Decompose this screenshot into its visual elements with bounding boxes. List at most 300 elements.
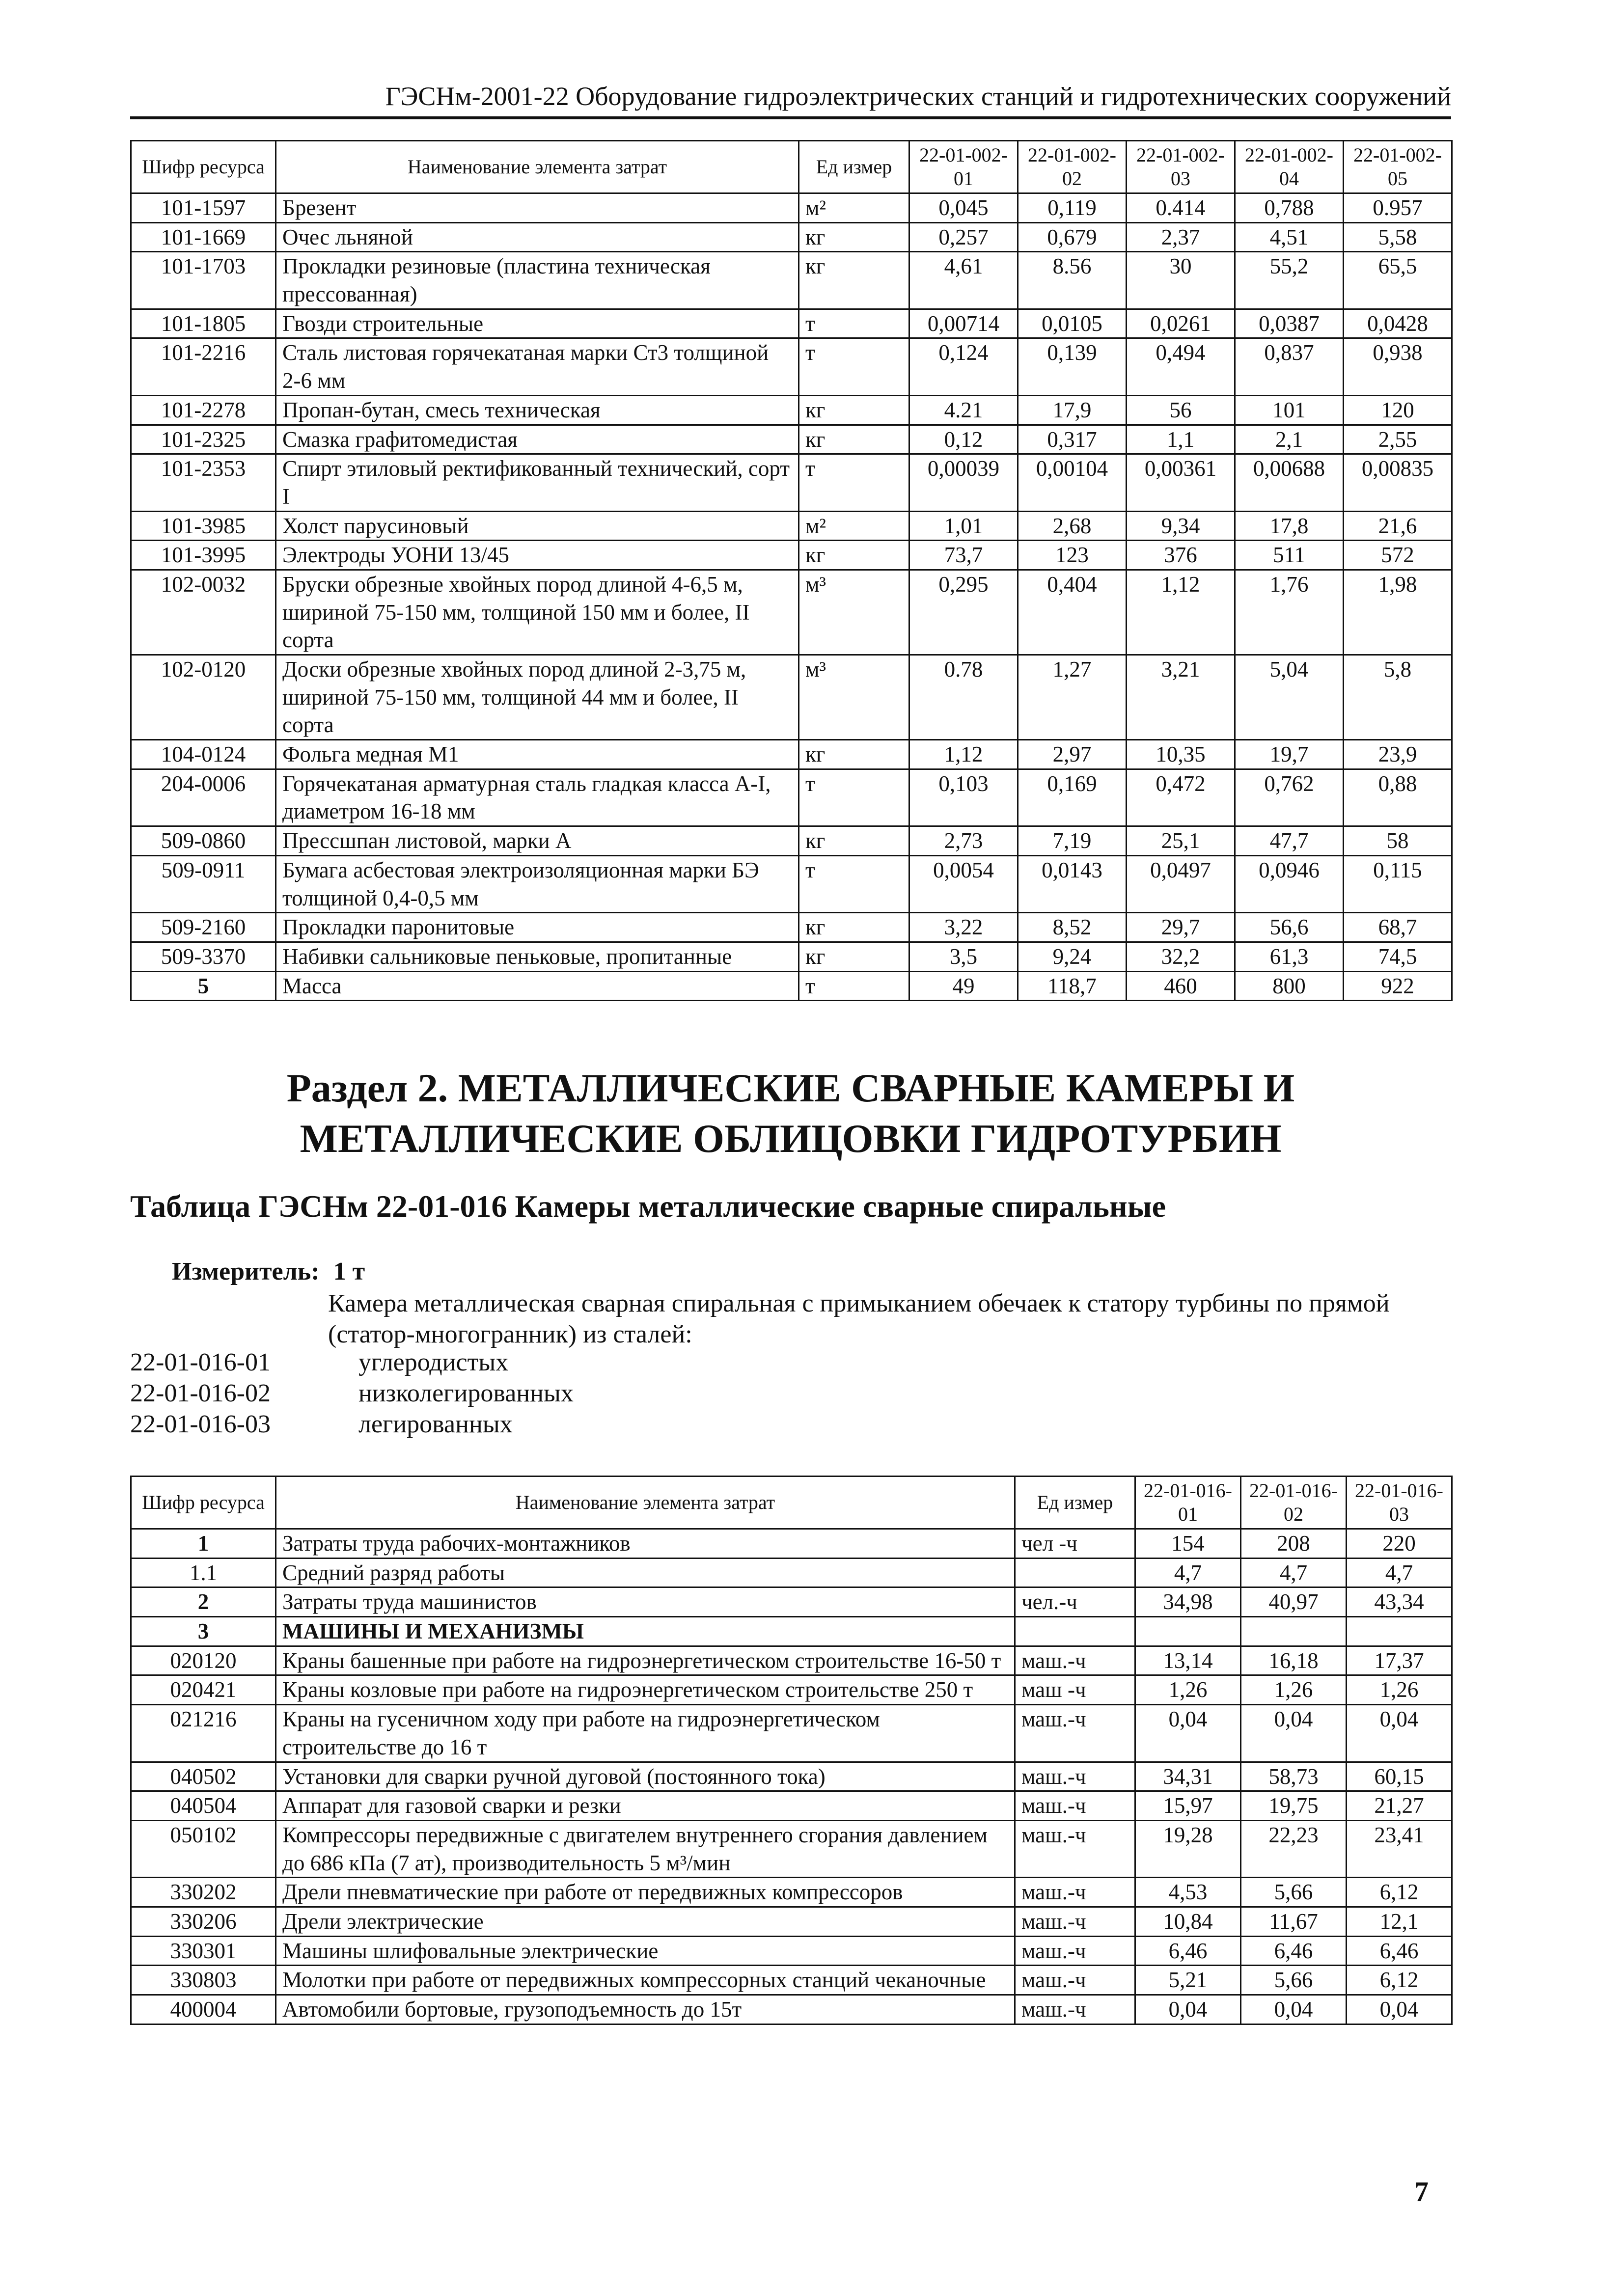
table-row: [131, 193, 1452, 223]
value-cell: 0,00714: [909, 309, 1018, 338]
unit-cell: м³: [799, 655, 909, 740]
table-row: [131, 740, 1452, 769]
unit-cell: маш.-ч: [1015, 1878, 1135, 1907]
value-cell: 34,98: [1135, 1587, 1241, 1617]
value-cell: 4,7: [1347, 1558, 1452, 1587]
value-cell: [1135, 1617, 1241, 1646]
column-header: Наименование элемента затрат: [276, 1477, 1015, 1529]
table-row: [131, 913, 1452, 942]
value-cell: 6,46: [1135, 1936, 1241, 1966]
table-row: [131, 971, 1452, 1001]
unit-cell: маш.-ч: [1015, 1762, 1135, 1791]
table-title: Таблица ГЭСНм 22-01-016 Камеры металлические сварные спиральные: [130, 1189, 1166, 1224]
resource-code-cell: 400004: [131, 1995, 276, 2025]
value-cell: 6,12: [1347, 1966, 1452, 1995]
resource-code-cell: 509-3370: [131, 942, 276, 971]
value-cell: 0,295: [909, 570, 1018, 655]
value-cell: 19,75: [1241, 1791, 1347, 1821]
value-cell: 0,0387: [1235, 309, 1344, 338]
value-cell: 123: [1018, 541, 1127, 570]
value-cell: 120: [1344, 395, 1452, 425]
resource-code-cell: 1.1: [131, 1558, 276, 1587]
resource-name-cell: Горячекатаная арматурная сталь гладкая класса А-I, диаметром 16-18 мм: [276, 769, 799, 826]
value-cell: 0,0261: [1127, 309, 1235, 338]
resource-code-cell: 104-0124: [131, 740, 276, 769]
resource-name-cell: Электроды УОНИ 13/45: [276, 541, 799, 570]
value-cell: 4,51: [1235, 222, 1344, 252]
resource-name-cell: Набивки сальниковые пеньковые, пропитанные: [276, 942, 799, 971]
resource-code-cell: 040502: [131, 1762, 276, 1791]
table-row: [131, 541, 1452, 570]
column-header: Ед измер: [799, 141, 909, 193]
value-cell: 0,0105: [1018, 309, 1127, 338]
value-cell: 0,0054: [909, 855, 1018, 912]
table-row: [131, 1966, 1452, 1995]
value-cell: 4.21: [909, 395, 1018, 425]
resource-code-cell: 102-0120: [131, 655, 276, 740]
value-cell: 19,7: [1235, 740, 1344, 769]
column-header: Наименование элемента затрат: [276, 141, 799, 193]
value-cell: [1347, 1617, 1452, 1646]
table-row: [131, 826, 1452, 856]
resource-code-cell: 509-0860: [131, 826, 276, 856]
value-cell: 0,837: [1235, 338, 1344, 395]
value-cell: 17,37: [1347, 1646, 1452, 1675]
value-cell: 0.957: [1344, 193, 1452, 223]
value-cell: 16,18: [1241, 1646, 1347, 1675]
unit-cell: маш.-ч: [1015, 1936, 1135, 1966]
value-cell: 3,5: [909, 942, 1018, 971]
variant-line: [130, 1379, 574, 1408]
table-row: [131, 425, 1452, 454]
value-cell: 572: [1344, 541, 1452, 570]
unit-cell: чел -ч: [1015, 1529, 1135, 1559]
resource-code-cell: 2: [131, 1587, 276, 1617]
value-cell: 11,67: [1241, 1907, 1347, 1936]
unit-cell: маш.-ч: [1015, 1646, 1135, 1675]
value-cell: 2,73: [909, 826, 1018, 856]
column-header: 22-01-016-03: [1347, 1477, 1452, 1529]
resource-code-cell: 020120: [131, 1646, 276, 1675]
value-cell: 4,61: [909, 252, 1018, 309]
value-cell: 12,1: [1347, 1907, 1452, 1936]
measure-value: 1 т: [333, 1258, 365, 1286]
resource-code-cell: 101-1669: [131, 222, 276, 252]
value-cell: 0,04: [1135, 1995, 1241, 2025]
table-row: [131, 1529, 1452, 1559]
value-cell: 2,1: [1235, 425, 1344, 454]
value-cell: 15,97: [1135, 1791, 1241, 1821]
variant-name: углеродистых: [358, 1348, 509, 1376]
table-row: [131, 942, 1452, 971]
section-title-line: Раздел 2. МЕТАЛЛИЧЕСКИЕ СВАРНЫЕ КАМЕРЫ И: [286, 1066, 1295, 1110]
value-cell: 2,37: [1127, 222, 1235, 252]
unit-cell: кг: [799, 222, 909, 252]
value-cell: 9,24: [1018, 942, 1127, 971]
value-cell: 511: [1235, 541, 1344, 570]
value-cell: 154: [1135, 1529, 1241, 1559]
value-cell: 32,2: [1127, 942, 1235, 971]
value-cell: 2,55: [1344, 425, 1452, 454]
value-cell: [1241, 1617, 1347, 1646]
column-header: Шифр ресурса: [131, 141, 276, 193]
value-cell: 1,27: [1018, 655, 1127, 740]
table-row: [131, 395, 1452, 425]
value-cell: 55,2: [1235, 252, 1344, 309]
value-cell: 0,404: [1018, 570, 1127, 655]
value-cell: 8,52: [1018, 913, 1127, 942]
materials-table-body: [131, 193, 1452, 1001]
variant-code: 22-01-016-01: [130, 1348, 271, 1376]
resource-name-cell: Установки для сварки ручной дуговой (постоянного тока): [276, 1762, 1015, 1791]
table-row: [131, 1646, 1452, 1675]
table-row: [131, 1907, 1452, 1936]
value-cell: 0,679: [1018, 222, 1127, 252]
value-cell: 1,26: [1241, 1675, 1347, 1705]
section-title: [130, 1063, 1451, 1164]
table-row: [131, 1820, 1452, 1877]
resource-code-cell: 040504: [131, 1791, 276, 1821]
table-row: [131, 855, 1452, 912]
unit-cell: чел.-ч: [1015, 1587, 1135, 1617]
unit-cell: кг: [799, 395, 909, 425]
table-row: [131, 1587, 1452, 1617]
value-cell: 65,5: [1344, 252, 1452, 309]
unit-cell: т: [799, 454, 909, 511]
value-cell: 5,66: [1241, 1966, 1347, 1995]
resource-code-cell: 101-3985: [131, 511, 276, 541]
unit-cell: маш.-ч: [1015, 1907, 1135, 1936]
value-cell: 23,9: [1344, 740, 1452, 769]
value-cell: 60,15: [1347, 1762, 1452, 1791]
value-cell: 0,04: [1347, 1705, 1452, 1762]
resource-name-cell: Масса: [276, 971, 799, 1001]
value-cell: 10,35: [1127, 740, 1235, 769]
table-row: [131, 309, 1452, 338]
table-row: [131, 1617, 1452, 1646]
resource-code-cell: 330206: [131, 1907, 276, 1936]
resource-name-cell: Брезент: [276, 193, 799, 223]
value-cell: 0,257: [909, 222, 1018, 252]
value-cell: 0,88: [1344, 769, 1452, 826]
resource-code-cell: 101-1805: [131, 309, 276, 338]
resource-name-cell: Бумага асбестовая электроизоляционная марки БЭ толщиной 0,4-0,5 мм: [276, 855, 799, 912]
value-cell: 0.414: [1127, 193, 1235, 223]
value-cell: 0,494: [1127, 338, 1235, 395]
value-cell: 1,26: [1135, 1675, 1241, 1705]
value-cell: 208: [1241, 1529, 1347, 1559]
value-cell: 0,04: [1135, 1705, 1241, 1762]
resource-name-cell: Молотки при работе от передвижных компрессорных станций чеканочные: [276, 1966, 1015, 1995]
resource-code-cell: 101-1597: [131, 193, 276, 223]
resource-name-cell: Краны башенные при работе на гидроэнергетическом строительстве 16-50 т: [276, 1646, 1015, 1675]
resource-code-cell: 509-2160: [131, 913, 276, 942]
value-cell: 0,115: [1344, 855, 1452, 912]
column-header: Шифр ресурса: [131, 1477, 276, 1529]
resource-code-cell: 101-2353: [131, 454, 276, 511]
resource-code-cell: 050102: [131, 1820, 276, 1877]
resource-code-cell: 3: [131, 1617, 276, 1646]
value-cell: 0,762: [1235, 769, 1344, 826]
unit-cell: кг: [799, 252, 909, 309]
resource-name-cell: Прокладки паронитовые: [276, 913, 799, 942]
value-cell: 5,8: [1344, 655, 1452, 740]
value-cell: 47,7: [1235, 826, 1344, 856]
variant-line: [130, 1410, 513, 1439]
unit-cell: м³: [799, 570, 909, 655]
value-cell: 922: [1344, 971, 1452, 1001]
resource-code-cell: 101-3995: [131, 541, 276, 570]
value-cell: 43,34: [1347, 1587, 1452, 1617]
value-cell: 800: [1235, 971, 1344, 1001]
resource-code-cell: 101-2278: [131, 395, 276, 425]
unit-cell: т: [799, 338, 909, 395]
value-cell: 56,6: [1235, 913, 1344, 942]
column-header: 22-01-002-01: [909, 141, 1018, 193]
resource-code-cell: 101-2325: [131, 425, 276, 454]
resource-code-cell: 204-0006: [131, 769, 276, 826]
resource-name-cell: Бруски обрезные хвойных пород длиной 4-6,5 м, шириной 75-150 мм, толщиной 150 мм и более, II сорта: [276, 570, 799, 655]
unit-cell: кг: [799, 740, 909, 769]
value-cell: 21,27: [1347, 1791, 1452, 1821]
unit-cell: кг: [799, 913, 909, 942]
table-header-row: [131, 141, 1452, 193]
unit-cell: кг: [799, 541, 909, 570]
value-cell: 3,21: [1127, 655, 1235, 740]
table-row: [131, 454, 1452, 511]
value-cell: 22,23: [1241, 1820, 1347, 1877]
table-row: [131, 511, 1452, 541]
value-cell: 21,6: [1344, 511, 1452, 541]
value-cell: 0,04: [1241, 1995, 1347, 2025]
materials-table: [130, 140, 1453, 1001]
value-cell: 0,12: [909, 425, 1018, 454]
value-cell: 118,7: [1018, 971, 1127, 1001]
value-cell: 0,788: [1235, 193, 1344, 223]
unit-cell: кг: [799, 826, 909, 856]
table-row: [131, 1558, 1452, 1587]
table-row: [131, 1936, 1452, 1966]
value-cell: 460: [1127, 971, 1235, 1001]
variant-code: 22-01-016-03: [130, 1410, 271, 1438]
value-cell: 34,31: [1135, 1762, 1241, 1791]
column-header: 22-01-016-02: [1241, 1477, 1347, 1529]
table-row: [131, 1762, 1452, 1791]
resource-code-cell: 5: [131, 971, 276, 1001]
value-cell: 10,84: [1135, 1907, 1241, 1936]
resource-name-cell: Пропан-бутан, смесь техническая: [276, 395, 799, 425]
resource-name-cell: Смазка графитомедистая: [276, 425, 799, 454]
value-cell: 7,19: [1018, 826, 1127, 856]
resource-name-cell: Краны на гусеничном ходу при работе на гидроэнергетическом строительстве до 16 т: [276, 1705, 1015, 1762]
resource-name-cell: Гвозди строительные: [276, 309, 799, 338]
value-cell: 40,97: [1241, 1587, 1347, 1617]
resource-name-cell: Холст парусиновый: [276, 511, 799, 541]
value-cell: 0,04: [1241, 1705, 1347, 1762]
value-cell: 9,34: [1127, 511, 1235, 541]
value-cell: 2,97: [1018, 740, 1127, 769]
value-cell: 0.78: [909, 655, 1018, 740]
unit-cell: т: [799, 309, 909, 338]
value-cell: 23,41: [1347, 1820, 1452, 1877]
value-cell: 1,26: [1347, 1675, 1452, 1705]
column-header: Ед измер: [1015, 1477, 1135, 1529]
value-cell: 19,28: [1135, 1820, 1241, 1877]
value-cell: 0,169: [1018, 769, 1127, 826]
unit-cell: маш.-ч: [1015, 1966, 1135, 1995]
unit-cell: т: [799, 769, 909, 826]
value-cell: 58: [1344, 826, 1452, 856]
resource-name-cell: Прокладки резиновые (пластина техническая прессованная): [276, 252, 799, 309]
table-row: [131, 1878, 1452, 1907]
column-header: 22-01-002-02: [1018, 141, 1127, 193]
resources-table-body: [131, 1529, 1452, 2025]
unit-cell: т: [799, 971, 909, 1001]
value-cell: 3,22: [909, 913, 1018, 942]
resources-table: [130, 1476, 1453, 2025]
value-cell: 0,00104: [1018, 454, 1127, 511]
value-cell: 0,0428: [1344, 309, 1452, 338]
value-cell: 6,46: [1241, 1936, 1347, 1966]
page-header: ГЭСНм-2001-22 Оборудование гидроэлектрических станций и гидротехнических сооружений: [130, 81, 1451, 119]
unit-cell: м²: [799, 193, 909, 223]
resource-code-cell: 101-2216: [131, 338, 276, 395]
unit-cell: маш.-ч: [1015, 1705, 1135, 1762]
resource-code-cell: 102-0032: [131, 570, 276, 655]
value-cell: 0,0946: [1235, 855, 1344, 912]
table-row: [131, 1791, 1452, 1821]
value-cell: 13,14: [1135, 1646, 1241, 1675]
value-cell: 68,7: [1344, 913, 1452, 942]
column-header: 22-01-002-03: [1127, 141, 1235, 193]
value-cell: 0,103: [909, 769, 1018, 826]
section-title-line: МЕТАЛЛИЧЕСКИЕ ОБЛИЦОВКИ ГИДРОТУРБИН: [300, 1116, 1282, 1161]
resource-name-cell: Дрели электрические: [276, 1907, 1015, 1936]
value-cell: 1,76: [1235, 570, 1344, 655]
table-description: Камера металлическая сварная спиральная с примыканием обечаек к статору турбины по прямой (статор-многогранник) из сталей:: [328, 1289, 1390, 1349]
value-cell: 5,58: [1344, 222, 1452, 252]
unit-cell: маш.-ч: [1015, 1820, 1135, 1877]
value-cell: 25,1: [1127, 826, 1235, 856]
value-cell: 0,045: [909, 193, 1018, 223]
value-cell: 0,00039: [909, 454, 1018, 511]
resource-name-cell: Сталь листовая горячекатаная марки Ст3 толщиной 2-6 мм: [276, 338, 799, 395]
resource-name-cell: Доски обрезные хвойных пород длиной 2-3,75 м, шириной 75-150 мм, толщиной 44 мм и более, II сорта: [276, 655, 799, 740]
resource-name-cell: Прессшпан листовой, марки А: [276, 826, 799, 856]
resource-name-cell: Затраты труда рабочих-монтажников: [276, 1529, 1015, 1559]
value-cell: 0,124: [909, 338, 1018, 395]
variant-name: низколегированных: [358, 1379, 574, 1407]
value-cell: 0,139: [1018, 338, 1127, 395]
resource-code-cell: 1: [131, 1529, 276, 1559]
resource-code-cell: 330301: [131, 1936, 276, 1966]
table-row: [131, 570, 1452, 655]
value-cell: 30: [1127, 252, 1235, 309]
value-cell: 1,1: [1127, 425, 1235, 454]
value-cell: 5,21: [1135, 1966, 1241, 1995]
resource-name-cell: МАШИНЫ И МЕХАНИЗМЫ: [276, 1617, 1015, 1646]
column-header: 22-01-016-01: [1135, 1477, 1241, 1529]
value-cell: 5,66: [1241, 1878, 1347, 1907]
resource-name-cell: Средний разряд работы: [276, 1558, 1015, 1587]
value-cell: 8.56: [1018, 252, 1127, 309]
resource-code-cell: 101-1703: [131, 252, 276, 309]
variant-name: легированных: [358, 1410, 513, 1438]
value-cell: 0,0497: [1127, 855, 1235, 912]
table-row: [131, 1675, 1452, 1705]
unit-cell: [1015, 1558, 1135, 1587]
value-cell: 0,317: [1018, 425, 1127, 454]
resource-name-cell: Краны козловые при работе на гидроэнергетическом строительстве 250 т: [276, 1675, 1015, 1705]
table-row: [131, 252, 1452, 309]
value-cell: 0,938: [1344, 338, 1452, 395]
value-cell: 0,04: [1347, 1995, 1452, 2025]
unit-cell: маш.-ч: [1015, 1995, 1135, 2025]
value-cell: 17,8: [1235, 511, 1344, 541]
table-row: [131, 1705, 1452, 1762]
resource-name-cell: Машины шлифовальные электрические: [276, 1936, 1015, 1966]
unit-cell: т: [799, 855, 909, 912]
unit-cell: маш.-ч: [1015, 1791, 1135, 1821]
resource-name-cell: Компрессоры передвижные с двигателем внутреннего сгорания давлением до 686 кПа (7 ат), производительность 5 м³/мин: [276, 1820, 1015, 1877]
value-cell: 61,3: [1235, 942, 1344, 971]
resource-name-cell: Спирт этиловый ректификованный технический, сорт I: [276, 454, 799, 511]
resource-code-cell: 330202: [131, 1878, 276, 1907]
table-row: [131, 1995, 1452, 2025]
resource-code-cell: 509-0911: [131, 855, 276, 912]
column-header: 22-01-002-04: [1235, 141, 1344, 193]
resource-name-cell: Очес льняной: [276, 222, 799, 252]
resource-code-cell: 021216: [131, 1705, 276, 1762]
resource-code-cell: 020421: [131, 1675, 276, 1705]
table-row: [131, 655, 1452, 740]
value-cell: 58,73: [1241, 1762, 1347, 1791]
column-header: 22-01-002-05: [1344, 141, 1452, 193]
value-cell: 0,472: [1127, 769, 1235, 826]
value-cell: 0,0143: [1018, 855, 1127, 912]
value-cell: 1,01: [909, 511, 1018, 541]
value-cell: 29,7: [1127, 913, 1235, 942]
value-cell: 4,53: [1135, 1878, 1241, 1907]
resource-name-cell: Аппарат для газовой сварки и резки: [276, 1791, 1015, 1821]
value-cell: 56: [1127, 395, 1235, 425]
value-cell: 1,12: [1127, 570, 1235, 655]
value-cell: 220: [1347, 1529, 1452, 1559]
value-cell: 4,7: [1135, 1558, 1241, 1587]
value-cell: 376: [1127, 541, 1235, 570]
value-cell: 2,68: [1018, 511, 1127, 541]
table-header-row: [131, 1477, 1452, 1529]
value-cell: 1,12: [909, 740, 1018, 769]
resource-code-cell: 330803: [131, 1966, 276, 1995]
value-cell: 49: [909, 971, 1018, 1001]
page-number: 7: [1414, 2176, 1429, 2208]
measure-label: Измеритель:: [172, 1258, 320, 1286]
unit-cell: [1015, 1617, 1135, 1646]
value-cell: 0,119: [1018, 193, 1127, 223]
table-row: [131, 769, 1452, 826]
measure-unit: [172, 1257, 365, 1286]
unit-cell: кг: [799, 942, 909, 971]
resource-name-cell: Автомобили бортовые, грузоподъемность до 15т: [276, 1995, 1015, 2025]
resource-name-cell: Дрели пневматические при работе от передвижных компрессоров: [276, 1878, 1015, 1907]
value-cell: 73,7: [909, 541, 1018, 570]
unit-cell: кг: [799, 425, 909, 454]
table-row: [131, 222, 1452, 252]
value-cell: 5,04: [1235, 655, 1344, 740]
value-cell: 0,00361: [1127, 454, 1235, 511]
value-cell: 6,12: [1347, 1878, 1452, 1907]
